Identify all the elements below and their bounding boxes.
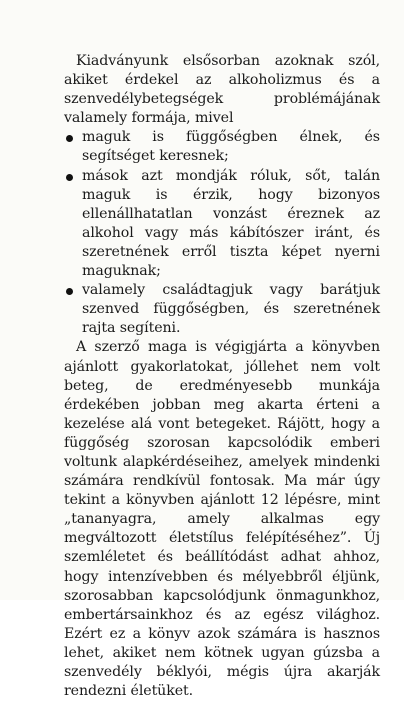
bullet-icon [66,135,73,142]
bullet-item [64,128,380,166]
bullet-item [64,281,380,338]
bullet-text: mások azt mondják róluk, sőt, talán maguk is érzik, hogy bizonyos ellenállhatatlan vonzást éreznek az alkohol vagy más kábítószer iránt, és szeretnének erről tiszta képet nyerni maguknak; [82,167,380,280]
bullet-icon [66,174,73,181]
text-block [64,52,380,701]
bullet-item [64,167,380,282]
bullet-list [64,128,380,338]
bullet-text: valamely családtagjuk vagy barátjuk szenved függőségben, és szeretnének rajta segíteni. [82,282,380,337]
bullet-text: maguk is függőségben élnek, és segítséget keresnek; [82,129,380,165]
body-paragraph: A szerző maga is végigjárta a könyvben ajánlott gyakorlatokat, jóllehet nem volt beteg, de eredményesebb munkája érdekében jobban meg akarta érteni a kezelése alá vont betegeket. Rájött, hogy a függőség szorosan kapcsolódik emberi voltunk alapkérdéseihez, amelyek mindenki számára rendkívül fontosak. Ma már úgy tekint a könyvben ajánlott 12 lépésre, mint „tananyagra, amely alkalmas egy megváltozott életstílus felépítéséhez”. Új szemléletet és beállítódást adhat ahhoz, hogy intenzívebben és mélyebbről éljünk, szorosabban kapcsolódjunk önmagunkhoz, embertársainkhoz és az egész világhoz. Ezért ez a könyv azok számára is hasznos lehet, akiket nem kötnek ugyan gúzsba a szenvedély béklyói, mégis újra akarják rendezni életüket. [64,339,380,700]
bullet-icon [66,288,73,295]
intro-paragraph: Kiadványunk elsősorban azoknak szól, akiket érdekel az alkoholizmus és a szenvedélybetegségek problémájának valamely formája, mivel [64,53,380,127]
